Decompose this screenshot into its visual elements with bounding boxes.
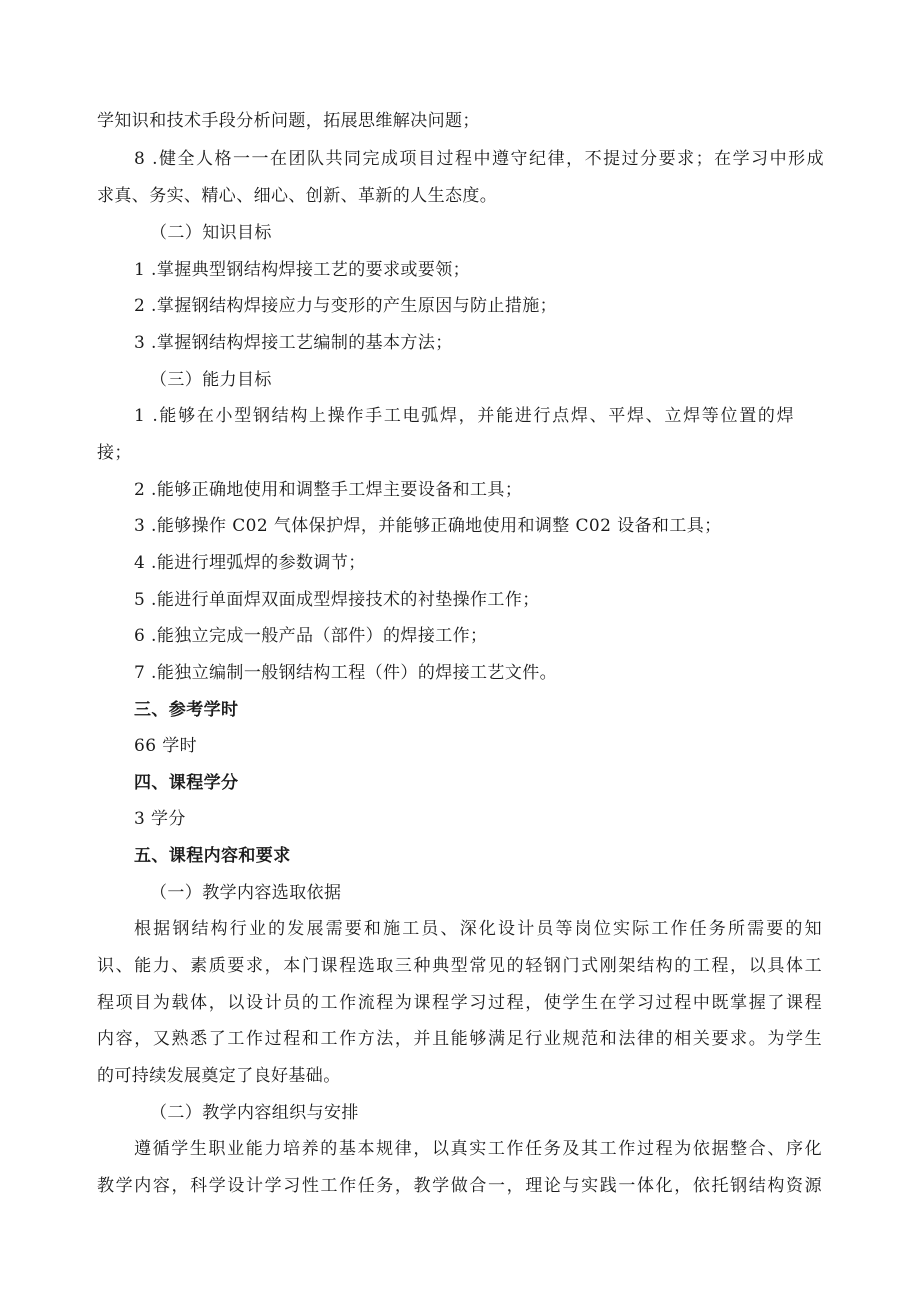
item-8-line-2: 求真、务实、精心、细心、创新、革新的人生态度。	[97, 186, 498, 206]
section-3-heading: 三、参考学时	[134, 700, 239, 720]
section-5-sub2-title: （二）教学内容组织与安排	[150, 1103, 359, 1123]
knowledge-goals-title: （二）知识目标	[150, 223, 272, 243]
section-4-heading: 四、课程学分	[134, 773, 239, 793]
para1-line: 的可持续发展奠定了良好基础。	[97, 1066, 341, 1086]
section-4-value: 3 学分	[134, 809, 186, 829]
ability-item: 7 .能独立编制一般钢结构工程（件）的焊接工艺文件。	[134, 663, 558, 683]
para1-line: 程项目为载体，以设计员的工作流程为课程学习过程，使学生在学习过程中既掌握了课程	[97, 993, 822, 1013]
section-3-value: 66 学时	[134, 736, 198, 756]
ability-item-1-line-1: 1 .能够在小型钢结构上操作手工电弧焊，并能进行点焊、平焊、立焊等位置的焊	[134, 406, 794, 426]
knowledge-item: 3 .掌握钢结构焊接工艺编制的基本方法；	[134, 333, 453, 353]
ability-item: 2 .能够正确地使用和调整手工焊主要设备和工具；	[134, 480, 523, 500]
section-5-heading: 五、课程内容和要求	[134, 846, 291, 866]
ability-item: 4 .能进行埋弧焊的参数调节；	[134, 553, 366, 573]
ability-item: 6 .能独立完成一般产品（部件）的焊接工作；	[134, 626, 488, 646]
para1-line: 内容，又熟悉了工作过程和工作方法，并且能够满足行业规范和法律的相关要求。为学生	[97, 1029, 822, 1049]
item-8-line-1: 8 .健全人格一一在团队共同完成项目过程中遵守纪律，不提过分要求；在学习中形成	[134, 149, 824, 169]
knowledge-item: 1 .掌握典型钢结构焊接工艺的要求或要领；	[134, 260, 471, 280]
para2-line: 遵循学生职业能力培养的基本规律，以真实工作任务及其工作过程为依据整合、序化	[134, 1139, 822, 1159]
ability-item-1-line-2: 接；	[97, 443, 132, 463]
ability-goals-title: （三）能力目标	[150, 370, 272, 390]
ability-item: 3 .能够操作 C02 气体保护焊，并能够正确地使用和调整 C02 设备和工具；	[134, 516, 722, 536]
para1-line: 识、能力、素质要求，本门课程选取三种典型常见的轻钢门式刚架结构的工程，以具体工	[97, 956, 822, 976]
section-5-sub1-title: （一）教学内容选取依据	[150, 883, 342, 903]
ability-item: 5 .能进行单面焊双面成型焊接技术的衬垫操作工作；	[134, 590, 540, 610]
intro-line: 学知识和技术手段分析问题，拓展思维解决问题；	[97, 111, 480, 131]
para1-line: 根据钢结构行业的发展需要和施工员、深化设计员等岗位实际工作任务所需要的知	[134, 919, 822, 939]
para2-line: 教学内容，科学设计学习性工作任务，教学做合一，理论与实践一体化，依托钢结构资源	[97, 1176, 822, 1196]
knowledge-item: 2 .掌握钢结构焊接应力与变形的产生原因与防止措施；	[134, 296, 558, 316]
